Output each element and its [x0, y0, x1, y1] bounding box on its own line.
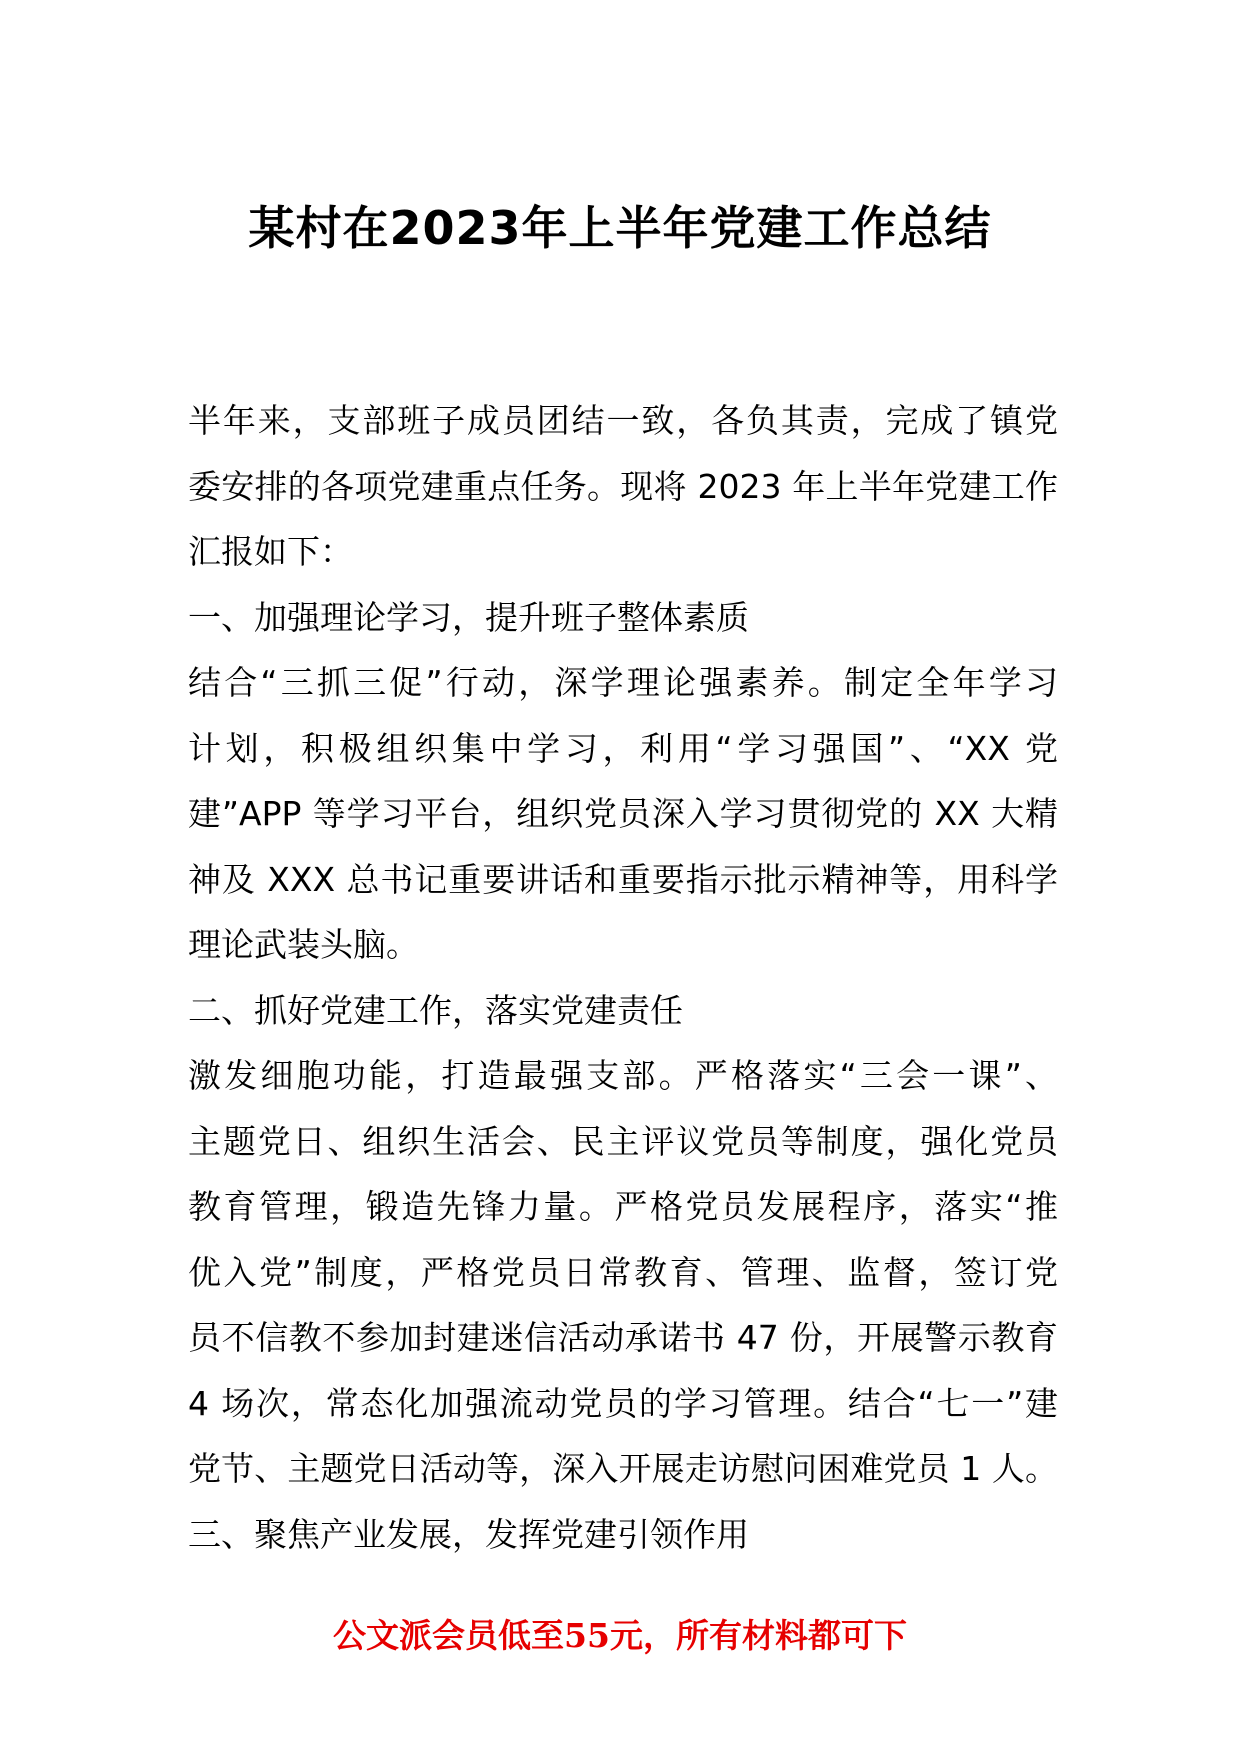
body-line: 结合“三抓三促”行动，深学理论强素养。制定全年学习	[188, 663, 1058, 702]
body-line: 建”APP 等学习平台，组织党员深入学习贯彻党的 XX 大精	[188, 794, 1058, 833]
body-line: 主题党日、组织生活会、民主评议党员等制度，强化党员	[188, 1121, 1058, 1161]
body-line: 汇报如下：	[188, 532, 353, 571]
body-line: 4 场次，常态化加强流动党员的学习管理。结合“七一”建	[188, 1383, 1058, 1423]
body-line: 教育管理，锻造先锋力量。严格党员发展程序，落实“推	[188, 1187, 1058, 1226]
document-title: 某村在2023年上半年党建工作总结	[248, 201, 992, 255]
body-line: 员不信教不参加封建迷信活动承诺书 47 份，开展警示教育	[188, 1318, 1058, 1357]
body-line: 一、加强理论学习，提升班子整体素质	[188, 597, 749, 637]
body-line: 党节、主题党日活动等，深入开展走访慰问困难党员 1 人。	[188, 1449, 1058, 1488]
body-line: 半年来，支部班子成员团结一致，各负其责，完成了镇党	[188, 401, 1058, 440]
body-line: 委安排的各项党建重点任务。现将 2023 年上半年党建工作	[188, 466, 1058, 506]
body-line: 神及 XXX 总书记重要讲话和重要指示批示精神等，用科学	[188, 859, 1058, 899]
body-line: 理论武装头脑。	[188, 925, 419, 964]
document-body	[188, 388, 1058, 1567]
body-line: 二、抓好党建工作，落实党建责任	[188, 990, 683, 1030]
body-line: 优入党”制度，严格党员日常教育、管理、监督，签订党	[188, 1252, 1058, 1292]
body-line: 三、聚焦产业发展，发挥党建引领作用	[188, 1514, 749, 1554]
promo-footer-note: 公文派会员低至55元，所有材料都可下	[333, 1616, 907, 1655]
body-line: 激发细胞功能，打造最强支部。严格落实“三会一课”、	[188, 1056, 1058, 1095]
body-line: 计划，积极组织集中学习，利用“学习强国”、“XX 党	[188, 728, 1058, 768]
